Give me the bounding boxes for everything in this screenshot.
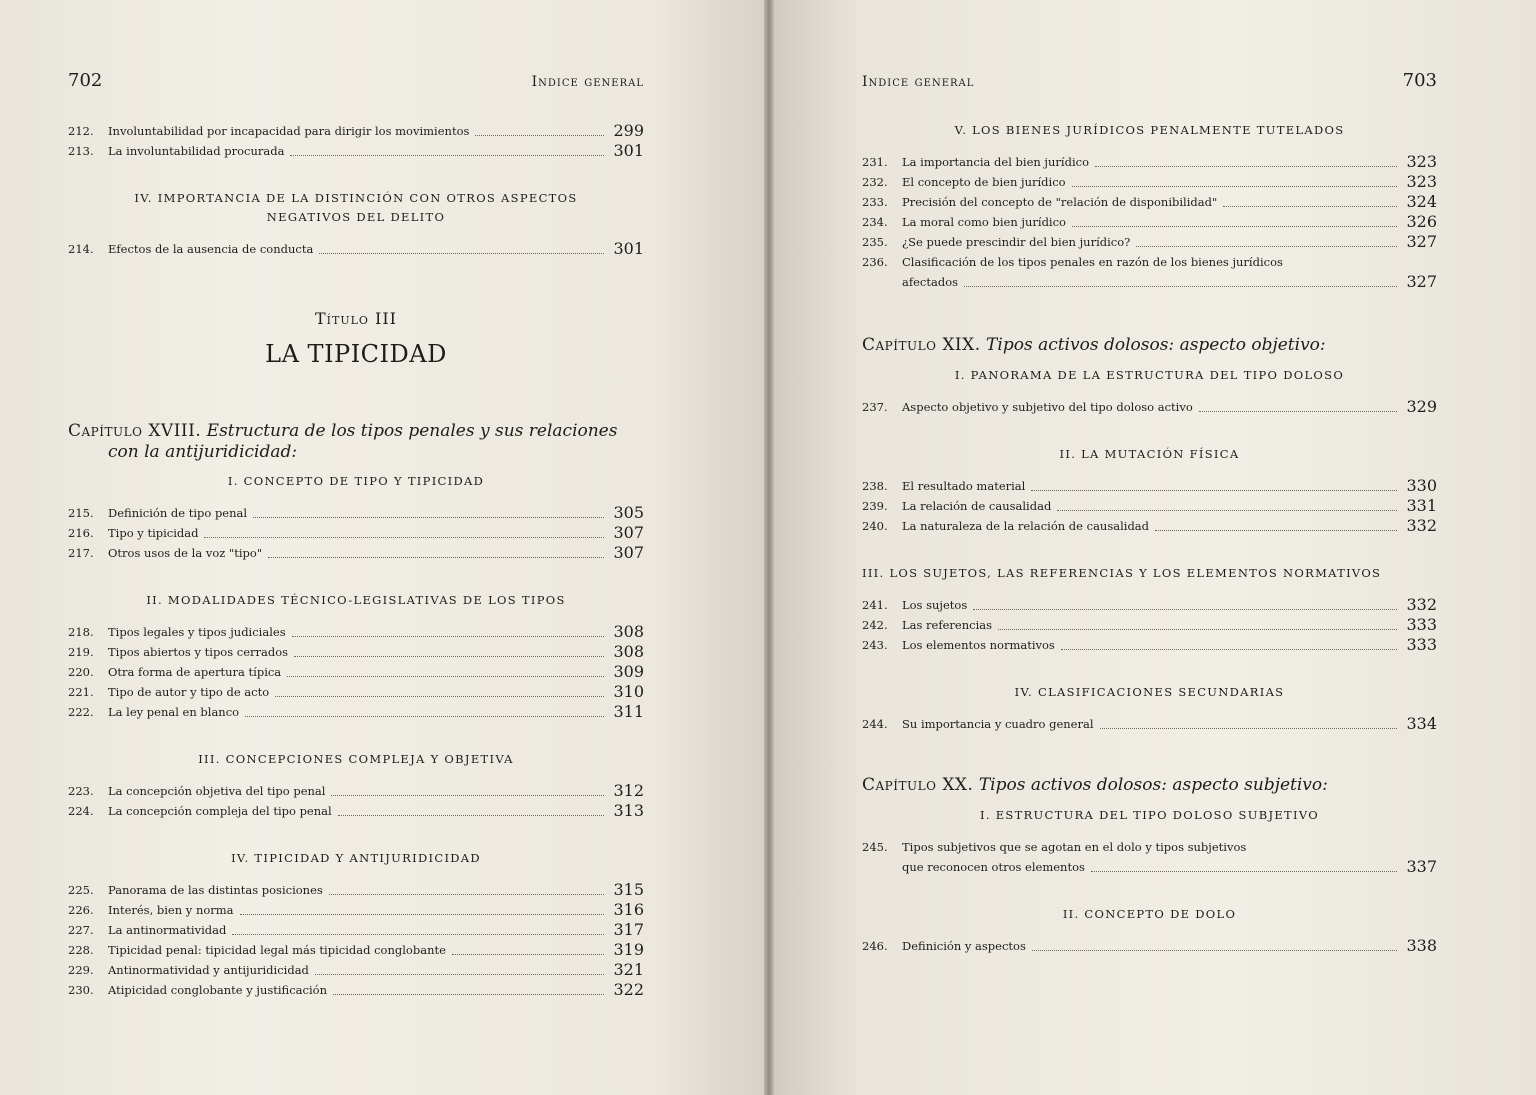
entry-page: 323 <box>1406 172 1437 191</box>
dot-leader <box>319 253 604 254</box>
section-title: I. CONCEPTO DE TIPO Y TIPICIDAD <box>227 474 485 488</box>
book-gutter <box>764 0 774 1095</box>
entry-page: 299 <box>613 121 644 140</box>
dot-leader <box>329 894 604 895</box>
entry-text: La ley penal en blanco <box>108 705 240 719</box>
toc-entry <box>68 543 644 563</box>
section-title: IV. IMPORTANCIA DE LA DISTINCIÓN CON OTROS ASPECTOS NEGATIVOS DEL DELITO <box>134 191 578 224</box>
entry-number: 238. <box>862 479 888 493</box>
entry-text: Definición y aspectos <box>902 939 1026 953</box>
entry-text: Tipos subjetivos que se agotan en el dolo y tipos subjetivos <box>902 840 1247 854</box>
entry-text: Involuntabilidad por incapacidad para dirigir los movimientos <box>108 124 470 138</box>
entry-page: 321 <box>613 960 644 979</box>
entry-number: 225. <box>68 883 94 897</box>
dot-leader <box>973 609 1397 610</box>
toc-entry <box>862 714 1437 734</box>
entry-number: 236. <box>862 255 888 269</box>
entry-number: 235. <box>862 235 888 249</box>
chapter-heading <box>862 774 1437 796</box>
entry-page: 326 <box>1406 212 1437 231</box>
right-page-content <box>862 70 1437 956</box>
toc-entry <box>862 635 1437 655</box>
chapter-name-continued: con la antijuridicidad: <box>108 442 298 462</box>
entry-page: 337 <box>1406 857 1437 876</box>
entry-number: 218. <box>68 625 94 639</box>
dot-leader <box>1032 950 1397 951</box>
running-head-title: Indice general <box>862 74 975 90</box>
entry-text: La involuntabilidad procurada <box>108 144 285 158</box>
dot-leader <box>1031 490 1397 491</box>
entry-text: Tipicidad penal: tipicidad legal más tipicidad conglobante <box>108 943 446 957</box>
entry-page: 312 <box>613 781 644 800</box>
entry-text: Su importancia y cuadro general <box>902 717 1094 731</box>
entry-number: 246. <box>862 939 888 953</box>
entry-page: 330 <box>1406 476 1437 495</box>
entry-page: 331 <box>1406 496 1437 515</box>
section-entries <box>68 781 644 821</box>
dot-leader <box>1072 226 1397 227</box>
dot-leader <box>268 557 604 558</box>
toc-entry <box>68 940 644 960</box>
entry-number: 214. <box>68 242 94 256</box>
entry-page: 323 <box>1406 152 1437 171</box>
dot-leader <box>475 135 604 136</box>
toc-entry <box>68 682 644 702</box>
entry-text: La moral como bien jurídico <box>902 215 1066 229</box>
entry-text: Clasificación de los tipos penales en razón de los bienes jurídicos <box>902 255 1283 269</box>
entry-page: 311 <box>613 702 644 721</box>
entry-text: ¿Se puede prescindir del bien jurídico? <box>902 235 1131 249</box>
toc-entry <box>862 152 1437 172</box>
dot-leader <box>315 974 604 975</box>
entry-text: El resultado material <box>902 479 1026 493</box>
dot-leader <box>287 676 604 677</box>
toc-entry <box>68 960 644 980</box>
toc-entry <box>68 239 644 259</box>
toc-entry <box>68 141 644 161</box>
entry-text: Panorama de las distintas posiciones <box>108 883 323 897</box>
toc-entry-multiline <box>862 252 1437 272</box>
entry-number: 242. <box>862 618 888 632</box>
entry-number: 244. <box>862 717 888 731</box>
entry-page: 309 <box>613 662 644 681</box>
chapter-label: Capítulo XIX. <box>862 335 981 355</box>
entry-text: La importancia del bien jurídico <box>902 155 1089 169</box>
entry-text: El concepto de bien jurídico <box>902 175 1066 189</box>
entry-text: La antinormatividad <box>108 923 227 937</box>
entry-page: 315 <box>613 880 644 899</box>
entry-text: La naturaleza de la relación de causalidad <box>902 519 1150 533</box>
dot-leader <box>1100 728 1397 729</box>
entry-text: Definición de tipo penal <box>108 506 248 520</box>
entry-text: Las referencias <box>902 618 993 632</box>
dot-leader <box>204 537 604 538</box>
toc-entry <box>862 192 1437 212</box>
section-title: III. CONCEPCIONES COMPLEJA Y OBJETIVA <box>198 752 514 766</box>
dot-leader <box>331 795 604 796</box>
entry-page: 332 <box>1406 516 1437 535</box>
entry-number: 222. <box>68 705 94 719</box>
dot-leader <box>1223 206 1397 207</box>
entry-page: 307 <box>613 543 644 562</box>
dot-leader <box>253 517 604 518</box>
titulo-name: LA TIPICIDAD <box>265 340 447 368</box>
toc-entry <box>68 781 644 801</box>
dot-leader <box>1155 530 1397 531</box>
entry-text: La concepción objetiva del tipo penal <box>108 784 326 798</box>
toc-entry <box>862 615 1437 635</box>
dot-leader <box>1057 510 1397 511</box>
entry-text-continued: que reconocen otros elementos <box>902 860 1085 874</box>
entry-text: Los sujetos <box>902 598 968 612</box>
section-title: II. MODALIDADES TÉCNICO-LEGISLATIVAS DE LOS TIPOS <box>146 593 566 607</box>
dot-leader <box>338 815 604 816</box>
entry-page: 301 <box>613 141 644 160</box>
entry-text: Precisión del concepto de "relación de disponibilidad" <box>902 195 1218 209</box>
entry-text: Interés, bien y norma <box>108 903 234 917</box>
section-title: III. LOS SUJETOS, LAS REFERENCIAS Y LOS ELEMENTOS NORMATIVOS <box>862 566 1382 580</box>
section-title: IV. TIPICIDAD Y ANTIJURIDICIDAD <box>231 851 481 865</box>
toc-entry <box>862 172 1437 192</box>
entry-page: 327 <box>1406 272 1437 291</box>
entry-number: 232. <box>862 175 888 189</box>
chapter-name: Tipos activos dolosos: aspecto objetivo: <box>986 335 1326 355</box>
entry-number: 220. <box>68 665 94 679</box>
toc-entry <box>68 662 644 682</box>
dot-leader <box>333 994 604 995</box>
entry-text: Tipo de autor y tipo de acto <box>108 685 270 699</box>
toc-entry <box>862 397 1437 417</box>
dot-leader <box>290 155 604 156</box>
dot-leader <box>232 934 604 935</box>
chapter-name: Tipos activos dolosos: aspecto subjetivo: <box>978 775 1328 795</box>
chapter-label: Capítulo XX. <box>862 775 974 795</box>
entry-page: 332 <box>1406 595 1437 614</box>
toc-entry <box>68 121 644 141</box>
entry-number: 217. <box>68 546 94 560</box>
section-title: II. LA MUTACIÓN FÍSICA <box>1059 447 1240 461</box>
dot-leader <box>1136 246 1397 247</box>
right-page <box>768 0 1536 1095</box>
entry-text: Los elementos normativos <box>902 638 1055 652</box>
entry-text: Atipicidad conglobante y justificación <box>108 983 327 997</box>
entry-text: Tipo y tipicidad <box>108 526 199 540</box>
section-entries <box>862 595 1437 655</box>
entry-text: Tipos abiertos y tipos cerrados <box>108 645 289 659</box>
entry-number: 226. <box>68 903 94 917</box>
entry-number: 234. <box>862 215 888 229</box>
section-entries <box>68 880 644 1000</box>
toc-entry <box>862 936 1437 956</box>
dot-leader <box>240 914 604 915</box>
entry-number: 221. <box>68 685 94 699</box>
titulo-label: Título III <box>315 309 397 328</box>
entry-number: 245. <box>862 840 888 854</box>
entry-text: Efectos de la ausencia de conducta <box>108 242 314 256</box>
section-title: II. CONCEPTO DE DOLO <box>1062 907 1237 921</box>
chapter-heading <box>68 420 644 462</box>
entry-page: 308 <box>613 642 644 661</box>
dot-leader <box>964 286 1397 287</box>
entry-number: 216. <box>68 526 94 540</box>
dot-leader <box>1061 649 1397 650</box>
toc-entry <box>862 212 1437 232</box>
entry-page: 316 <box>613 900 644 919</box>
entry-number: 239. <box>862 499 888 513</box>
toc-entry <box>68 920 644 940</box>
entry-text: La concepción compleja del tipo penal <box>108 804 332 818</box>
section-entries <box>68 503 644 563</box>
dot-leader <box>1072 186 1397 187</box>
dot-leader <box>1199 411 1397 412</box>
entry-page: 307 <box>613 523 644 542</box>
left-page-content <box>68 70 644 1000</box>
entry-page: 334 <box>1406 714 1437 733</box>
section-entries <box>862 476 1437 536</box>
entry-number: 240. <box>862 519 888 533</box>
toc-entry <box>862 476 1437 496</box>
toc-entry <box>68 622 644 642</box>
section-title: I. PANORAMA DE LA ESTRUCTURA DEL TIPO DOLOSO <box>954 368 1345 382</box>
entry-page: 319 <box>613 940 644 959</box>
toc-entry-continuation <box>862 857 1437 877</box>
entry-text: Tipos legales y tipos judiciales <box>108 625 286 639</box>
dot-leader <box>294 656 604 657</box>
entry-number: 227. <box>68 923 94 937</box>
entry-text: Otros usos de la voz "tipo" <box>108 546 263 560</box>
entry-page: 338 <box>1406 936 1437 955</box>
toc-entry <box>68 503 644 523</box>
toc-entry <box>68 642 644 662</box>
page-number: 702 <box>68 70 103 91</box>
entry-page: 333 <box>1406 635 1437 654</box>
toc-entry <box>68 702 644 722</box>
entry-number: 213. <box>68 144 94 158</box>
dot-leader <box>452 954 604 955</box>
entry-text: La relación de causalidad <box>902 499 1052 513</box>
entry-page: 305 <box>613 503 644 522</box>
toc-entry-multiline <box>862 837 1437 857</box>
entry-number: 243. <box>862 638 888 652</box>
entry-page: 310 <box>613 682 644 701</box>
dot-leader <box>1095 166 1397 167</box>
toc-entry <box>68 900 644 920</box>
section-entries <box>68 622 644 722</box>
entry-page: 333 <box>1406 615 1437 634</box>
dot-leader <box>245 716 604 717</box>
entry-number: 212. <box>68 124 94 138</box>
toc-entry-continuation <box>862 272 1437 292</box>
entry-number: 233. <box>862 195 888 209</box>
entry-number: 241. <box>862 598 888 612</box>
dot-leader <box>1091 871 1397 872</box>
chapter-heading <box>862 334 1437 356</box>
entry-text-continued: afectados <box>902 275 959 289</box>
toc-entry <box>862 516 1437 536</box>
entry-page: 301 <box>613 239 644 258</box>
entry-number: 224. <box>68 804 94 818</box>
toc-entry <box>862 232 1437 252</box>
dot-leader <box>998 629 1397 630</box>
toc-entry <box>862 595 1437 615</box>
toc-entry <box>68 880 644 900</box>
toc-entry <box>862 496 1437 516</box>
entry-text: Aspecto objetivo y subjetivo del tipo doloso activo <box>902 400 1193 414</box>
left-running-head <box>68 70 644 91</box>
entry-text: Otra forma de apertura típica <box>108 665 282 679</box>
entry-number: 215. <box>68 506 94 520</box>
entry-page: 308 <box>613 622 644 641</box>
page-number: 703 <box>1402 70 1437 91</box>
entry-number: 223. <box>68 784 94 798</box>
entry-number: 229. <box>68 963 94 977</box>
entry-number: 228. <box>68 943 94 957</box>
entry-number: 230. <box>68 983 94 997</box>
entry-page: 327 <box>1406 232 1437 251</box>
dot-leader <box>275 696 604 697</box>
entry-text: Antinormatividad y antijuridicidad <box>108 963 309 977</box>
entry-page: 322 <box>613 980 644 999</box>
toc-entry <box>68 801 644 821</box>
entry-number: 219. <box>68 645 94 659</box>
entry-page: 317 <box>613 920 644 939</box>
entry-page: 329 <box>1406 397 1437 416</box>
chapter-label: Capítulo XVIII. <box>68 421 202 441</box>
toc-entry <box>68 523 644 543</box>
dot-leader <box>292 636 604 637</box>
entry-number: 231. <box>862 155 888 169</box>
section-title: V. LOS BIENES JURÍDICOS PENALMENTE TUTELADOS <box>954 123 1345 137</box>
toc-entry <box>68 980 644 1000</box>
running-head-title: Indice general <box>531 74 644 90</box>
entry-page: 324 <box>1406 192 1437 211</box>
entry-page: 313 <box>613 801 644 820</box>
entry-number: 237. <box>862 400 888 414</box>
right-running-head <box>862 70 1437 91</box>
section-title: I. ESTRUCTURA DEL TIPO DOLOSO SUBJETIVO <box>979 808 1319 822</box>
chapter-name: Estructura de los tipos penales y sus relaciones <box>206 421 618 441</box>
section-title: IV. CLASIFICACIONES SECUNDARIAS <box>1014 685 1285 699</box>
section-entries <box>862 152 1437 292</box>
